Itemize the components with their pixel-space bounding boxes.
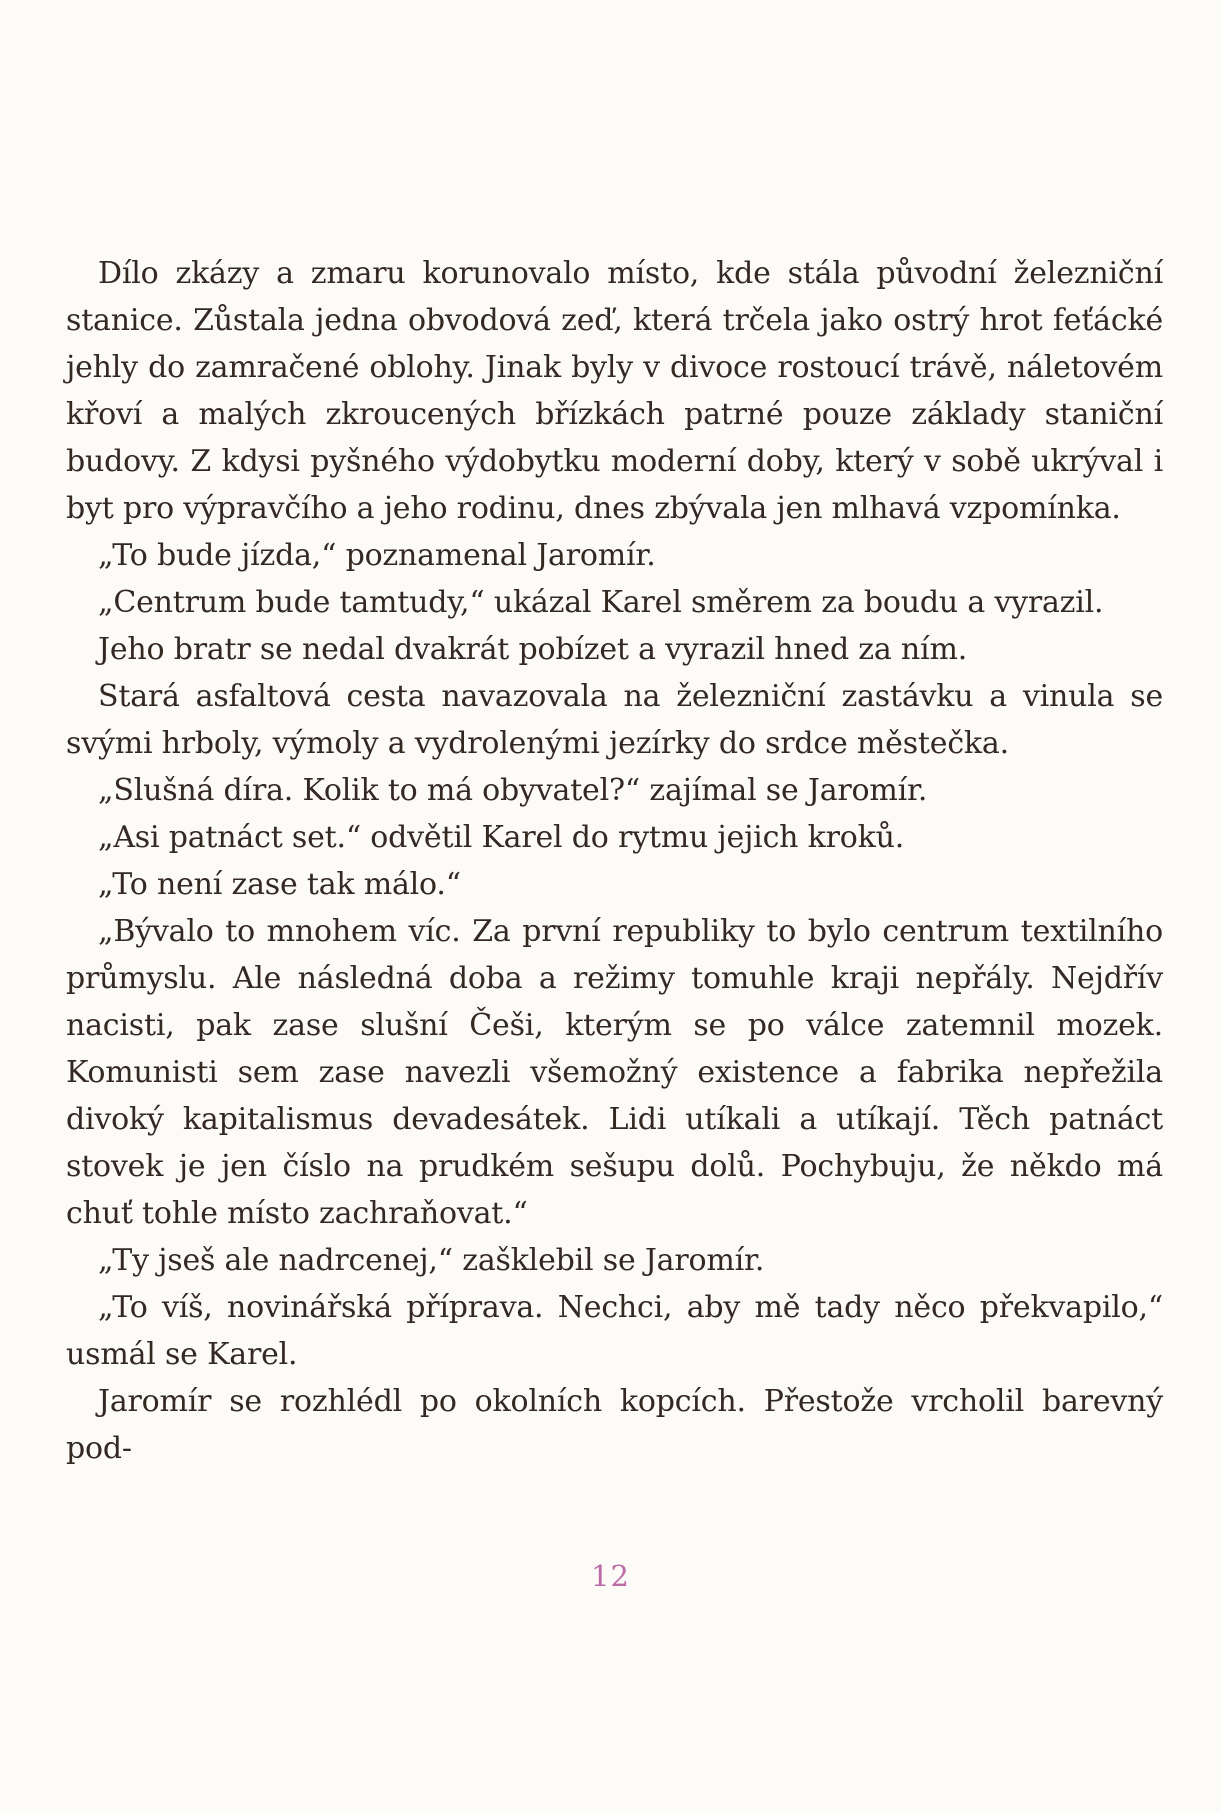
page-number: 12 [591, 1559, 630, 1593]
paragraph: „To není zase tak málo.“ [98, 867, 461, 902]
body-text [66, 250, 1163, 1472]
paragraph: Jaromír se rozhlédl po okolních kopcích. Přestože vrcholil barevný pod- [66, 1384, 1163, 1466]
paragraph: „Centrum bude tamtudy,“ ukázal Karel směrem za boudu a vyrazil. [98, 585, 1104, 620]
paragraph: „Slušná díra. Kolik to má obyvatel?“ zajímal se Jaromír. [98, 773, 928, 808]
paragraph: „Bývalo to mnohem víc. Za první republiky to bylo centrum textilního průmyslu. Ale následná doba a režimy tomuhle kraji nepřály. Nejdřív nacisti, pak zase slušní Češi, kterým se po válce zatemnil mozek. Komunisti sem zase navezli všemožný existence a fabrika nepřežila divoký kapitalismus devadesátek. Lidi utíkali a utíkají. Těch patnáct stovek je jen číslo na prudkém sešupu dolů. Pochybuju, že někdo má chuť tohle místo zachraňovat.“ [66, 914, 1163, 1231]
paragraph: „To bude jízda,“ poznamenal Jaromír. [98, 538, 656, 573]
paragraph: Dílo zkázy a zmaru korunovalo místo, kde stála původní železniční stanice. Zůstala jedna obvodová zeď, která trčela jako ostrý hrot feťácké jehly do zamračené oblohy. Jinak byly v divoce rostoucí trávě, náletovém křoví a malých zkroucených břízkách patrné pouze základy staniční budovy. Z kdysi pyšného výdobytku moderní doby, který v sobě ukrýval i byt pro výpravčího a jeho rodinu, dnes zbývala jen mlhavá vzpomínka. [66, 256, 1163, 526]
paragraph: „To víš, novinářská příprava. Nechci, aby mě tady něco překvapilo,“ usmál se Karel. [66, 1290, 1163, 1372]
paragraph: Jeho bratr se nedal dvakrát pobízet a vyrazil hned za ním. [98, 632, 968, 667]
paragraph: „Ty jseš ale nadrcenej,“ zašklebil se Jaromír. [98, 1243, 765, 1278]
paragraph: Stará asfaltová cesta navazovala na železniční zastávku a vinula se svými hrboly, výmoly a vydrolenými jezírky do srdce městečka. [66, 679, 1163, 761]
paragraph: „Asi patnáct set.“ odvětil Karel do rytmu jejich kroků. [98, 820, 905, 855]
